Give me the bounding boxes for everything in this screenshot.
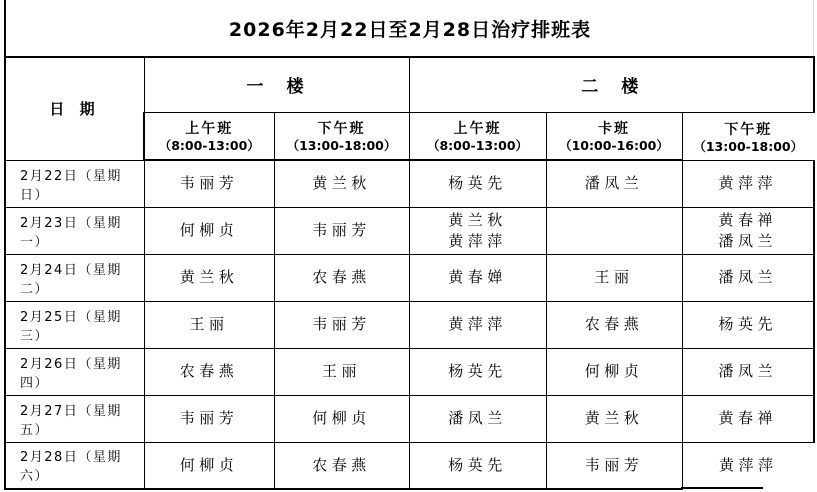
schedule-cell bbox=[144, 254, 274, 301]
floor1-header: 一 楼 bbox=[144, 57, 409, 112]
staff-name: 王丽 bbox=[321, 362, 361, 380]
date-cell: 2月24日（星期二） bbox=[5, 254, 144, 301]
date-cell: 2月22日（星期日） bbox=[5, 160, 144, 207]
staff-name: 杨英先 bbox=[448, 362, 507, 380]
schedule-cell bbox=[409, 207, 546, 254]
schedule-cell bbox=[682, 442, 814, 489]
schedule-cell bbox=[546, 160, 682, 207]
schedule-cell bbox=[144, 395, 274, 442]
table-row bbox=[5, 301, 814, 348]
schedule-cell bbox=[682, 160, 814, 207]
schedule-cell bbox=[144, 207, 274, 254]
staff-name: 韦丽芳 bbox=[312, 315, 371, 333]
staff-name: 潘凤兰 bbox=[448, 409, 507, 427]
shift-name: 上午班 bbox=[453, 121, 502, 138]
table-row bbox=[5, 348, 814, 395]
faint-gridline bbox=[813, 0, 814, 56]
schedule-cell bbox=[274, 160, 409, 207]
staff-name: 杨英先 bbox=[718, 315, 778, 333]
staff-name: 黄兰秋 bbox=[179, 268, 239, 286]
shift-name: 卡班 bbox=[598, 121, 630, 138]
schedule-cell bbox=[546, 395, 682, 442]
staff-name: 王丽 bbox=[594, 268, 634, 286]
staff-name: 潘凤兰 bbox=[584, 174, 644, 193]
floor-header-row bbox=[5, 57, 814, 112]
schedule-cell bbox=[274, 395, 409, 442]
table-row bbox=[5, 254, 814, 301]
schedule-cell bbox=[274, 207, 409, 254]
staff-name: 黄萍萍 bbox=[719, 456, 778, 475]
schedule-cell bbox=[409, 160, 546, 207]
partial-bottom-border bbox=[681, 487, 763, 489]
staff-name: 何柳贞 bbox=[179, 455, 239, 474]
staff-name: 杨英先 bbox=[448, 455, 507, 474]
date-cell: 2月28日（星期六） bbox=[5, 442, 144, 489]
staff-name: 黄萍萍 bbox=[448, 315, 507, 333]
staff-name: 农春燕 bbox=[179, 362, 239, 380]
shift-header-f2-card bbox=[546, 112, 682, 160]
schedule-cell bbox=[144, 348, 274, 395]
staff-name: 潘凤兰 bbox=[718, 362, 778, 380]
staff-name: 黄兰秋 bbox=[448, 210, 507, 229]
shift-time: （13:00-18:00） bbox=[286, 138, 397, 154]
date-cell: 2月27日（星期五） bbox=[5, 395, 144, 442]
shift-time: （10:00-16:00） bbox=[559, 138, 669, 154]
staff-name: 何柳贞 bbox=[312, 409, 371, 427]
schedule-cell bbox=[682, 395, 814, 442]
staff-name: 王丽 bbox=[189, 315, 229, 333]
date-cell: 2月26日（星期四） bbox=[5, 348, 144, 395]
shift-header-f1-morning bbox=[144, 112, 274, 160]
table-row bbox=[5, 395, 814, 442]
staff-name: 黄萍萍 bbox=[718, 174, 778, 192]
schedule-cell bbox=[409, 254, 546, 301]
shift-header-f1-afternoon bbox=[274, 112, 409, 160]
schedule-cell bbox=[546, 254, 682, 301]
staff-name: 黄春禅 bbox=[718, 210, 778, 229]
schedule-table bbox=[4, 0, 815, 490]
shift-time: （8:00-13:00） bbox=[158, 138, 260, 154]
staff-name: 农春燕 bbox=[312, 455, 371, 474]
staff-name: 农春燕 bbox=[584, 315, 644, 333]
schedule-cell bbox=[274, 442, 409, 489]
date-column-header: 日 期 bbox=[5, 57, 144, 160]
shift-time: （13:00-18:00） bbox=[693, 138, 804, 154]
staff-name: 何柳贞 bbox=[584, 362, 644, 380]
staff-name: 黄兰秋 bbox=[312, 174, 371, 193]
staff-name: 黄春禅 bbox=[718, 409, 778, 427]
staff-name: 韦丽芳 bbox=[179, 174, 239, 193]
floor2-header: 二 楼 bbox=[409, 57, 814, 112]
shift-header-f2-afternoon bbox=[682, 112, 814, 160]
schedule-cell bbox=[144, 301, 274, 348]
schedule-cell bbox=[409, 395, 546, 442]
table-row bbox=[5, 207, 814, 254]
date-cell: 2月23日（星期一） bbox=[5, 207, 144, 254]
staff-name: 韦丽芳 bbox=[179, 409, 239, 427]
schedule-rows bbox=[5, 160, 814, 489]
shift-name: 下午班 bbox=[724, 121, 773, 138]
table-row bbox=[5, 442, 814, 489]
staff-name: 韦丽芳 bbox=[584, 455, 644, 474]
shift-header-f2-morning bbox=[409, 112, 546, 160]
staff-name: 农春燕 bbox=[312, 268, 371, 286]
staff-name: 潘凤兰 bbox=[718, 231, 778, 250]
page-title: 2026年2月22日至2月28日治疗排班表 bbox=[5, 0, 814, 57]
shift-time: （8:00-13:00） bbox=[426, 138, 529, 154]
schedule-cell bbox=[409, 348, 546, 395]
staff-name: 韦丽芳 bbox=[312, 221, 371, 239]
schedule-cell bbox=[546, 207, 682, 254]
staff-name: 潘凤兰 bbox=[718, 268, 778, 286]
shift-name: 下午班 bbox=[317, 121, 366, 138]
staff-name: 黄萍萍 bbox=[448, 231, 507, 250]
schedule-cell bbox=[274, 301, 409, 348]
schedule-cell bbox=[409, 442, 546, 489]
staff-name: 杨英先 bbox=[448, 174, 507, 193]
date-cell: 2月25日（星期三） bbox=[5, 301, 144, 348]
title-row bbox=[5, 0, 814, 57]
schedule-cell bbox=[274, 348, 409, 395]
table-row bbox=[5, 160, 814, 207]
schedule-cell bbox=[144, 442, 274, 489]
schedule-cell bbox=[409, 301, 546, 348]
staff-name: 黄兰秋 bbox=[584, 409, 644, 427]
staff-name: 何柳贞 bbox=[179, 221, 239, 239]
schedule-cell bbox=[546, 348, 682, 395]
schedule-cell bbox=[682, 207, 814, 254]
schedule-cell bbox=[144, 160, 274, 207]
schedule-cell bbox=[274, 254, 409, 301]
shift-name: 上午班 bbox=[185, 121, 234, 138]
schedule-cell bbox=[682, 301, 814, 348]
schedule-cell bbox=[546, 301, 682, 348]
staff-name: 黄春婵 bbox=[448, 268, 507, 286]
schedule-cell bbox=[682, 348, 814, 395]
schedule-cell bbox=[682, 254, 814, 301]
schedule-cell bbox=[546, 442, 682, 489]
